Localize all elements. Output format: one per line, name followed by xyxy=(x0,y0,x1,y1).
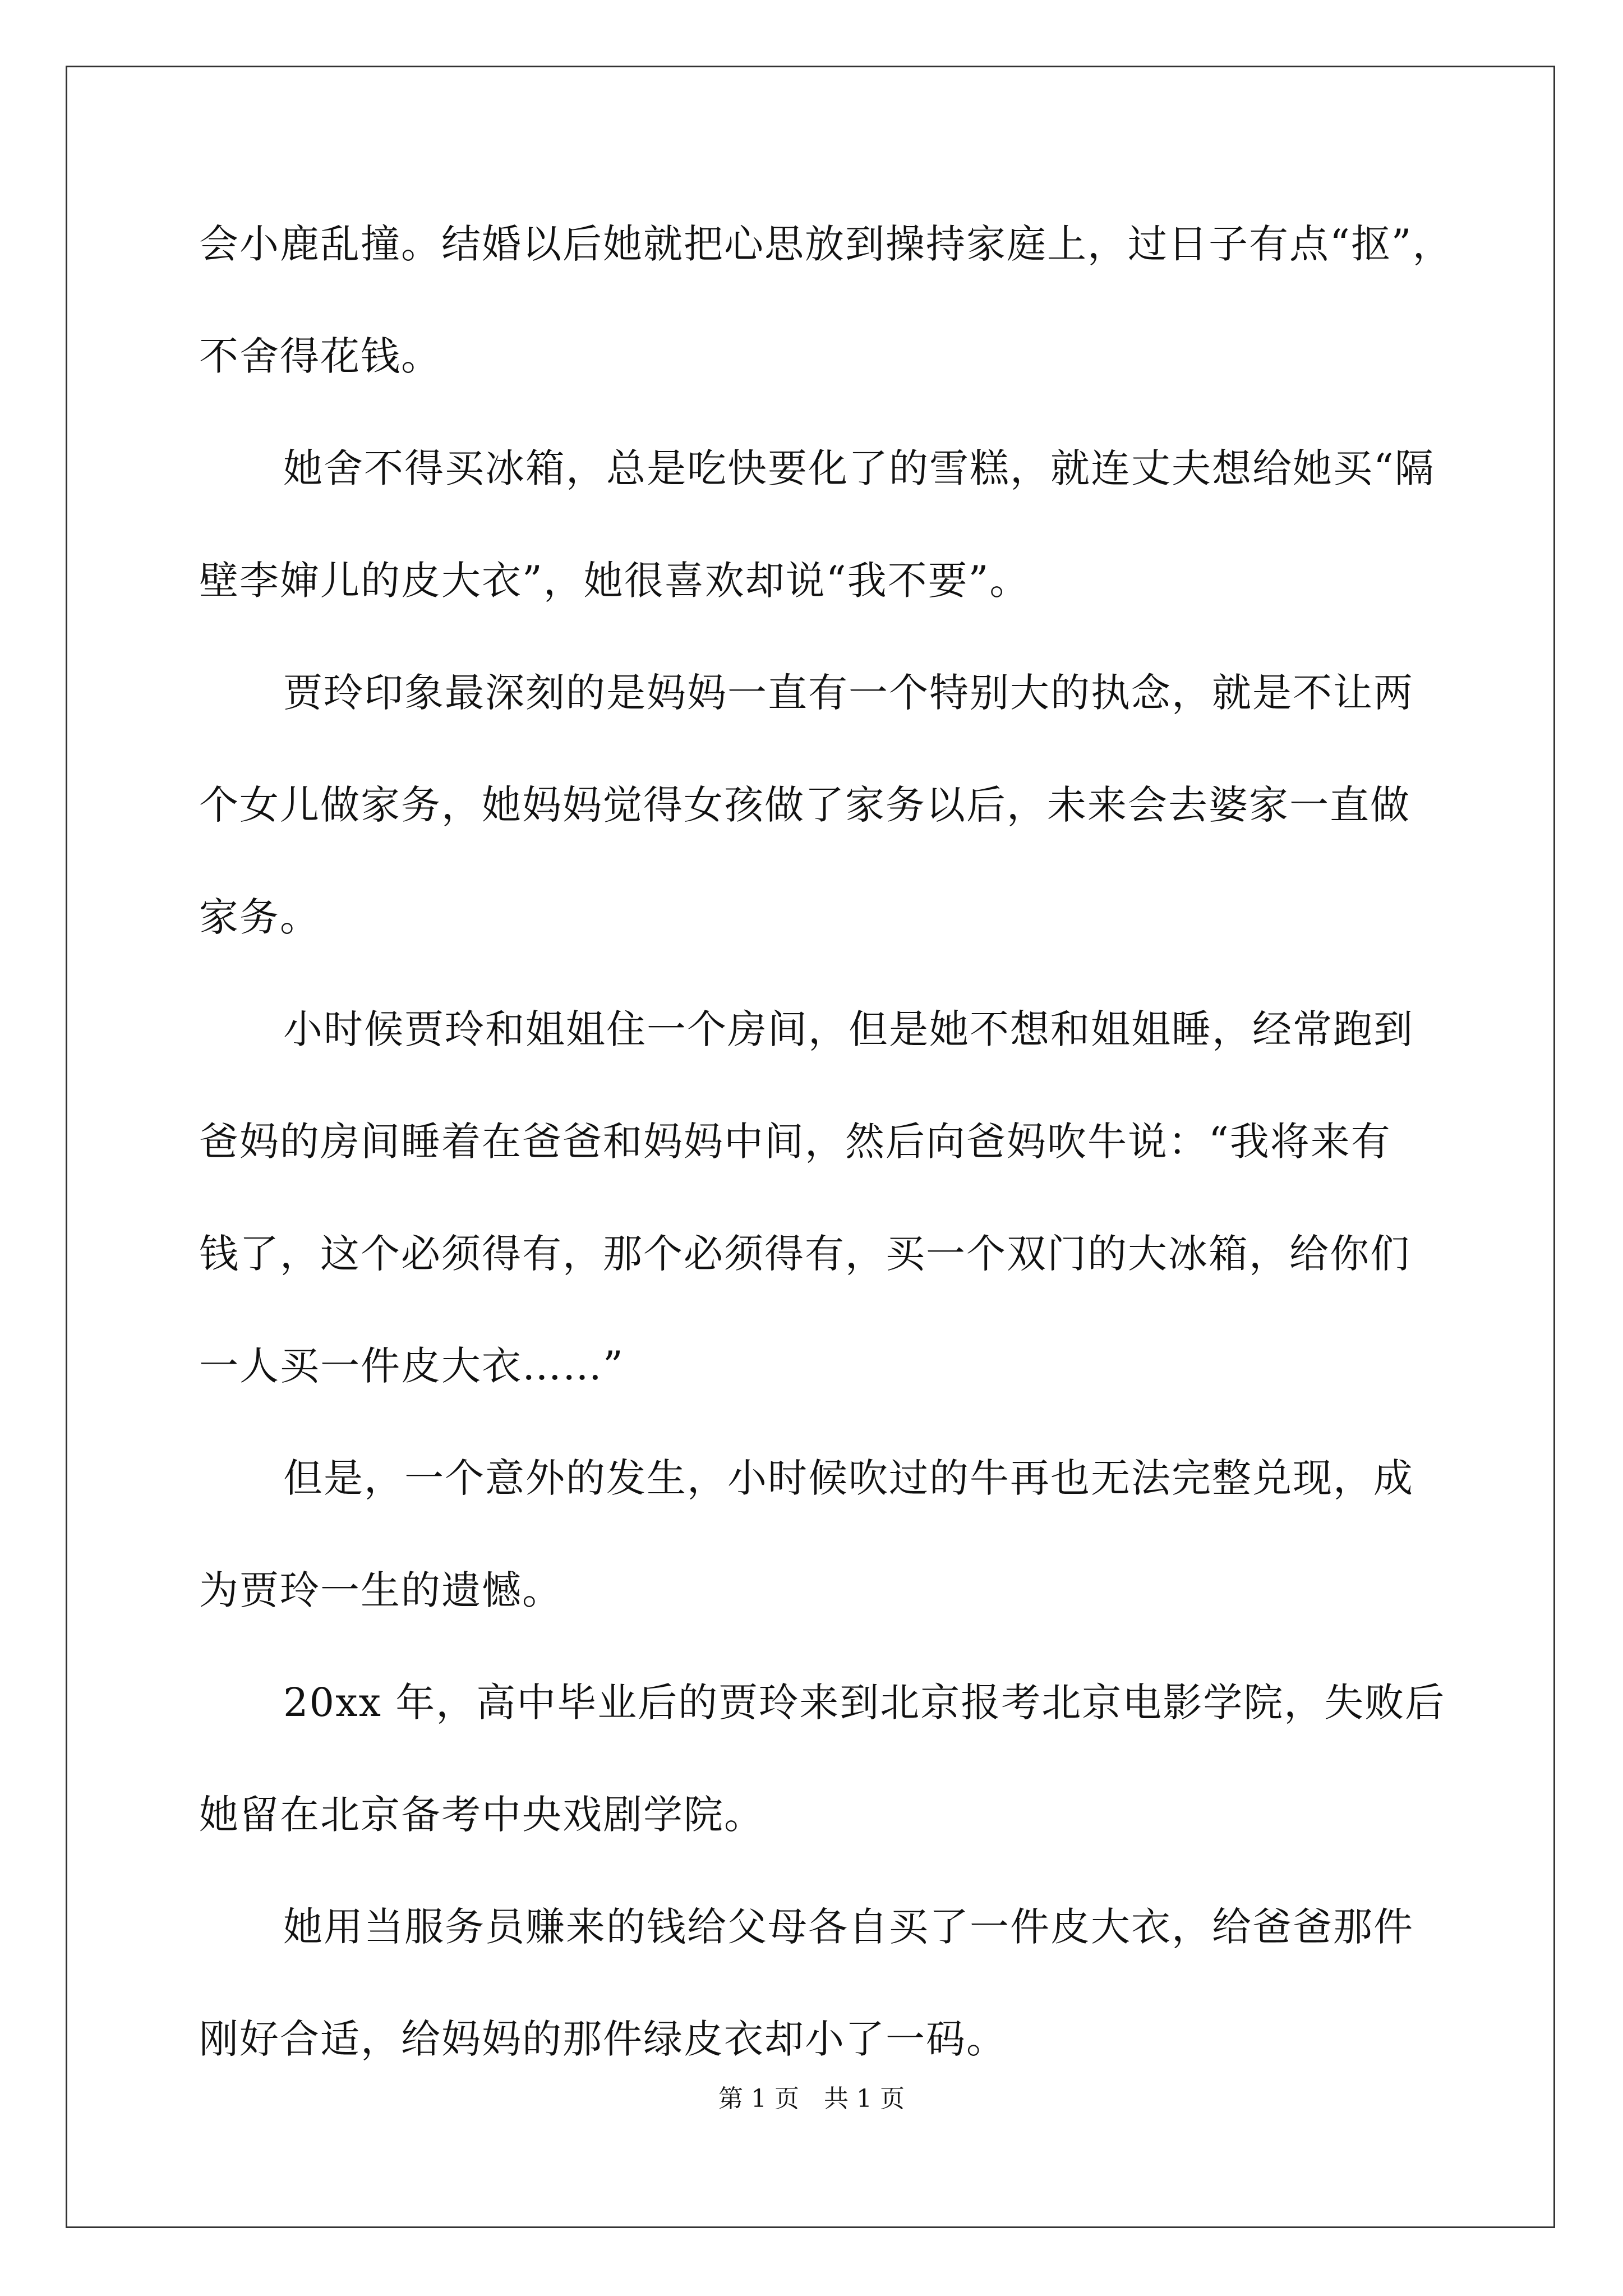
text-line: 她留在北京备考中央戏剧学院。 xyxy=(199,1792,764,1838)
text-line: 会小鹿乱撞。结婚以后她就把心思放到操持家庭上，过日子有点“抠”， xyxy=(199,221,1453,267)
text-line: 一人买一件皮大衣……” xyxy=(199,1343,624,1389)
text-line: 钱了，这个必须得有，那个必须得有，买一个双门的大冰箱，给你们 xyxy=(199,1231,1410,1277)
document-body xyxy=(199,213,1453,2120)
text-line: 贾玲印象最深刻的是妈妈一直有一个特别大的执念，就是不让两 xyxy=(283,670,1414,716)
page-number-footer: 第 1 页 共 1 页 xyxy=(718,2085,905,2113)
text-line: 不舍得花钱。 xyxy=(199,333,441,379)
text-line: 但是，一个意外的发生，小时候吹过的牛再也无法完整兑现，成 xyxy=(283,1455,1414,1501)
text-line: 刚好合适，给妈妈的那件绿皮衣却小了一码。 xyxy=(199,2016,1007,2062)
text-line: 家务。 xyxy=(199,894,320,940)
text-line: 她舍不得买冰箱，总是吃快要化了的雪糕，就连丈夫想给她买“隔 xyxy=(283,445,1435,491)
text-line: 20xx 年，高中毕业后的贾玲来到北京报考北京电影学院，失败后 xyxy=(283,1680,1446,1726)
text-line: 为贾玲一生的遗憾。 xyxy=(199,1567,562,1613)
text-line: 小时候贾玲和姐姐住一个房间，但是她不想和姐姐睡，经常跑到 xyxy=(283,1006,1414,1052)
text-line: 壁李婶儿的皮大衣”，她很喜欢却说“我不要”。 xyxy=(199,558,1030,604)
text-line: 她用当服务员赚来的钱给父母各自买了一件皮大衣，给爸爸那件 xyxy=(283,1904,1414,1950)
text-line: 爸妈的房间睡着在爸爸和妈妈中间，然后向爸妈吹牛说：“我将来有 xyxy=(199,1119,1391,1165)
text-line: 个女儿做家务，她妈妈觉得女孩做了家务以后，未来会去婆家一直做 xyxy=(199,782,1410,828)
